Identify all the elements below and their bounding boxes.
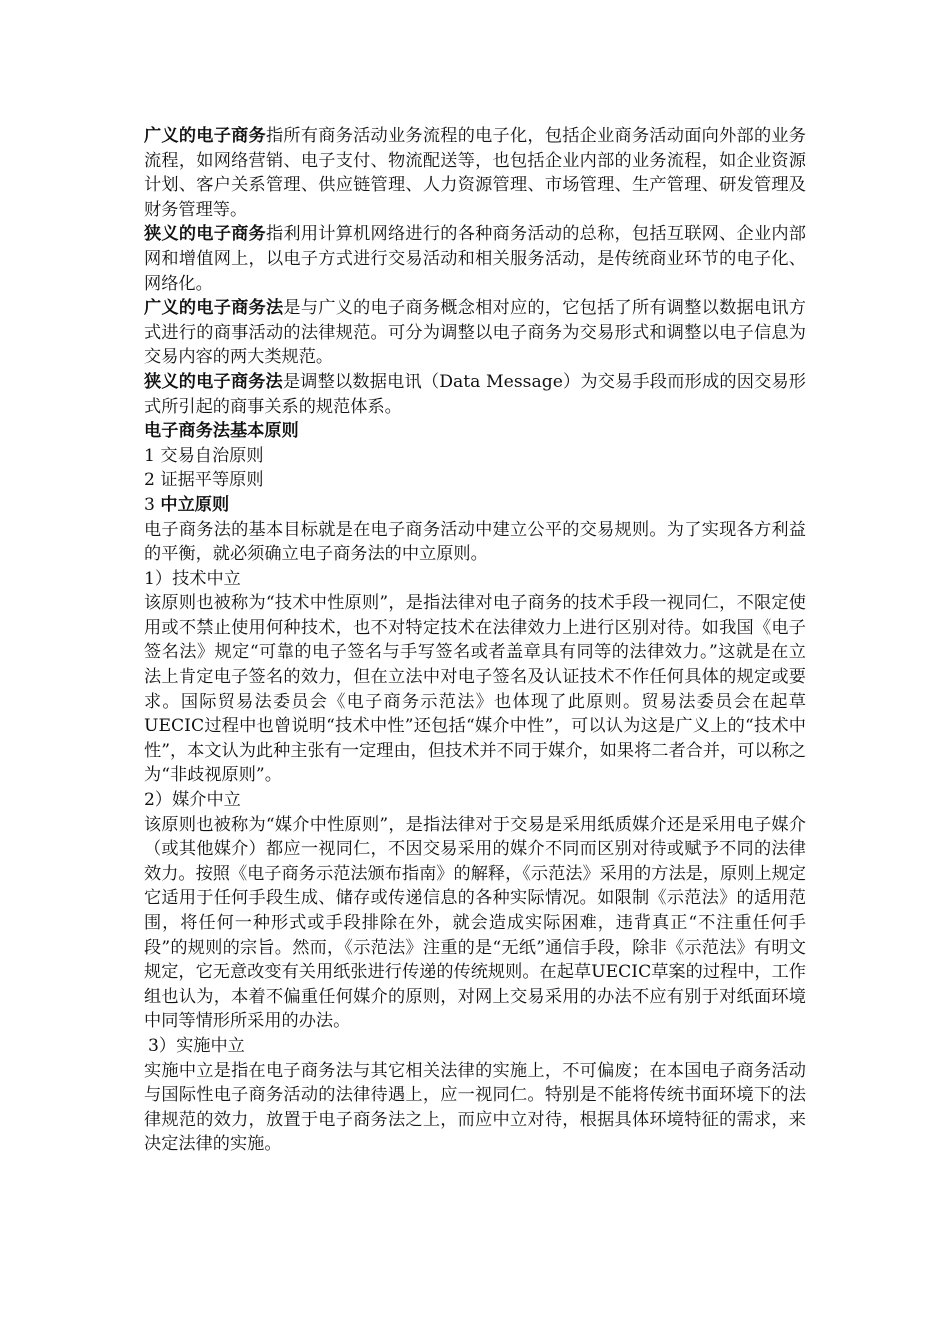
definition-paragraph: [144, 222, 806, 296]
subsection-heading: 3）实施中立: [148, 1035, 245, 1056]
definition-text: 是调整以数据电讯（Data Message）为交易手段而形成的因交易形式所引起的商事关系的规范体系。: [144, 371, 806, 417]
principle-title: 中立原则: [160, 494, 230, 515]
defined-term: 狭义的电子商务: [144, 224, 266, 245]
principle-item: [144, 493, 806, 518]
definition-paragraph: [144, 296, 806, 370]
subsection-heading: 2）媒介中立: [144, 790, 241, 811]
definition-text: 指利用计算机网络进行的各种商务活动的总称，包括互联网、企业内部网和增值网上，以电子方式进行交易活动和相关服务活动，是传统商业环节的电子化、网络化。: [144, 224, 806, 294]
document-body: [144, 124, 806, 1157]
defined-term: 广义的电子商务法: [144, 298, 284, 319]
principle-item: 1 交易自治原则: [144, 445, 264, 466]
principle-item: 2 证据平等原则: [144, 470, 264, 491]
body-paragraph: 该原则也被称为“技术中性原则”，是指法律对电子商务的技术手段一视同仁，不限定使用或不禁止使用何种技术，也不对特定技术在法律效力上进行区别对待。如我国《电子签名法》规定“可靠的电子签名与手写签名或者盖章具有同等的法律效力。”这就是在立法上肯定电子签名的效力，但在立法中对电子签名及认证技术不作任何具体的规定或要求。国际贸易法委员会《电子商务示范法》也体现了此原则。贸易法委员会在起草UECIC过程中也曾说明“技术中性”还包括“媒介中性”，可以认为这是广义上的“技术中性”，本文认为此种主张有一定理由，但技术并不同于媒介，如果将二者合并，可以称之为“非歧视原则”。: [144, 593, 806, 786]
definition-text: 是与广义的电子商务概念相对应的，它包括了所有调整以数据电讯方式进行的商事活动的法律规范。可分为调整以电子商务为交易形式和调整以电子信息为交易内容的两大类规范。: [144, 298, 806, 368]
definition-paragraph: [144, 370, 806, 419]
body-paragraph: 实施中立是指在电子商务法与其它相关法律的实施上，不可偏废；在本国电子商务活动与国际性电子商务活动的法律待遇上，应一视同仁。特别是不能将传统书面环境下的法律规范的效力，放置于电子商务法之上，而应中立对待，根据具体环境特征的需求，来决定法律的实施。: [144, 1060, 806, 1155]
body-paragraph: 电子商务法的基本目标就是在电子商务活动中建立公平的交易规则。为了实现各方利益的平衡，就必须确立电子商务法的中立原则。: [144, 519, 806, 565]
subsection-heading: 1）技术中立: [144, 568, 241, 589]
section-heading: 电子商务法基本原则: [144, 421, 299, 442]
defined-term: 广义的电子商务: [144, 126, 266, 146]
principle-number: 3: [144, 494, 161, 515]
body-paragraph: 该原则也被称为“媒介中性原则”，是指法律对于交易是采用纸质媒介还是采用电子媒介（或其他媒介）都应一视同仁，不因交易采用的媒介不同而区别对待或赋予不同的法律效力。按照《电子商务示范法颁布指南》的解释，《示范法》采用的方法是，原则上规定它适用于任何手段生成、储存或传递信息的各种实际情况。如限制《示范法》的适用范围，将任何一种形式或手段排除在外，就会造成实际困难，违背真正“不注重任何手段”的规则的宗旨。然而，《示范法》注重的是“无纸”通信手段，除非《示范法》有明文规定，它无意改变有关用纸张进行传递的传统规则。在起草UECIC草案的过程中，工作组也认为，本着不偏重任何媒介的原则，对网上交易采用的办法不应有别于对纸面环境中同等情形所采用的办法。: [144, 814, 806, 1032]
definition-text: 指所有商务活动业务流程的电子化，包括企业商务活动面向外部的业务流程，如网络营销、电子支付、物流配送等，也包括企业内部的业务流程，如企业资源计划、客户关系管理、供应链管理、人力资源管理、市场管理、生产管理、研发管理及财务管理等。: [144, 126, 806, 220]
defined-term: 狭义的电子商务法: [144, 371, 283, 392]
definition-paragraph: [144, 124, 806, 222]
